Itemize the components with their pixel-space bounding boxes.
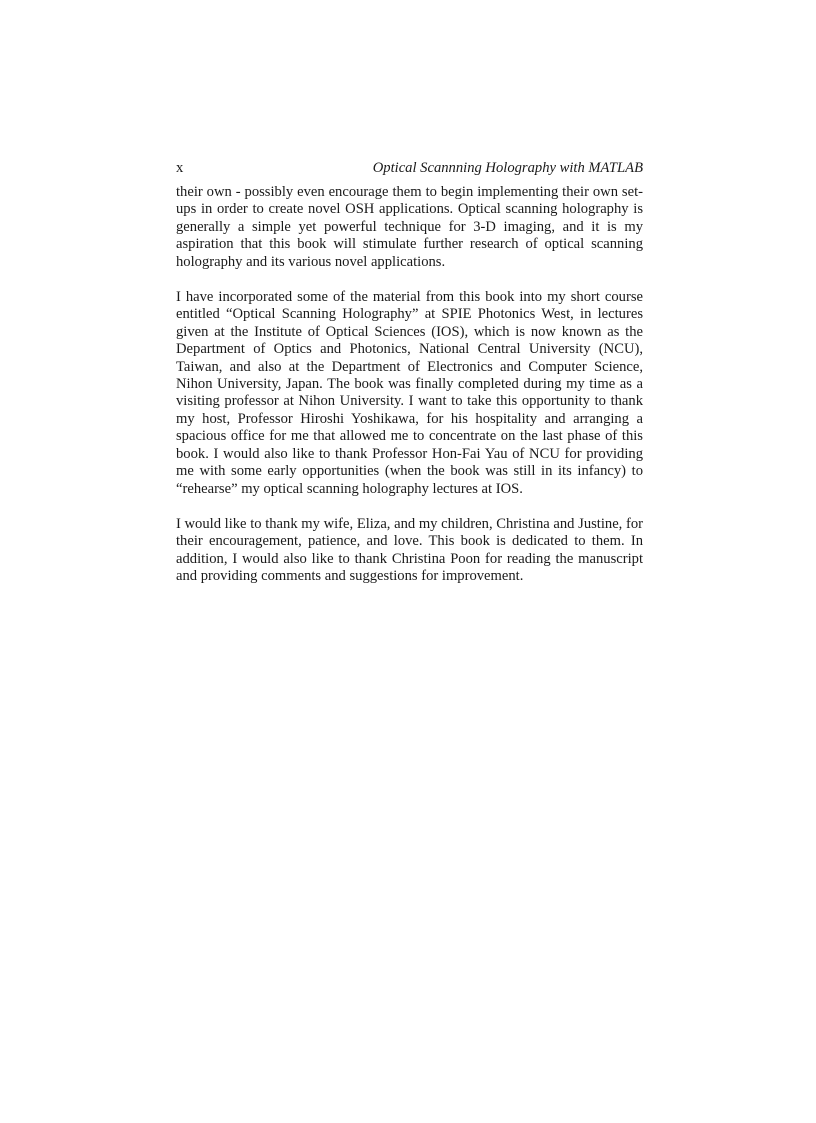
page-number: x — [176, 160, 184, 176]
running-title: Optical Scannning Holography with MATLAB — [372, 160, 643, 176]
paragraph-acknowledgements: I would like to thank my wife, Eliza, and my children, Christina and Justine, for their encouragement, patience, and love. This book is dedicated to them. In addition, I would also like to thank Christina Poon for reading the manuscript and providing comments and suggestions for improvement. — [176, 515, 643, 585]
paragraph-course-history: I have incorporated some of the material from this book into my short course entitled “Optical Scanning Holography” at SPIE Photonics West, in lectures given at the Institute of Optical Sciences (IOS), which is now known as the Department of Optics and Photonics, National Central University (NCU), Taiwan, and also at the Department of Electronics and Computer Science, Nihon University, Japan. The book was finally completed during my time as a visiting professor at Nihon University. I want to take this opportunity to thank my host, Professor Hiroshi Yoshikawa, for his hospitality and arranging a spacious office for me that allowed me to concentrate on the last phase of this book. I would also like to thank Professor Hon-Fai Yau of NCU for providing me with some early opportunities (when the book was still in its infancy) to “rehearse” my optical scanning holography lectures at IOS. — [176, 289, 643, 497]
book-page — [176, 160, 643, 604]
paragraph-continuation: their own - possibly even encourage them to begin implementing their own set-ups in order to create novel OSH applications. Optical scanning holography is generally a simple yet powerful technique for 3-D imaging, and it is my aspiration that this book will stimulate further research of optical scanning holography and its various novel applications. — [176, 184, 643, 270]
running-header — [176, 160, 643, 182]
